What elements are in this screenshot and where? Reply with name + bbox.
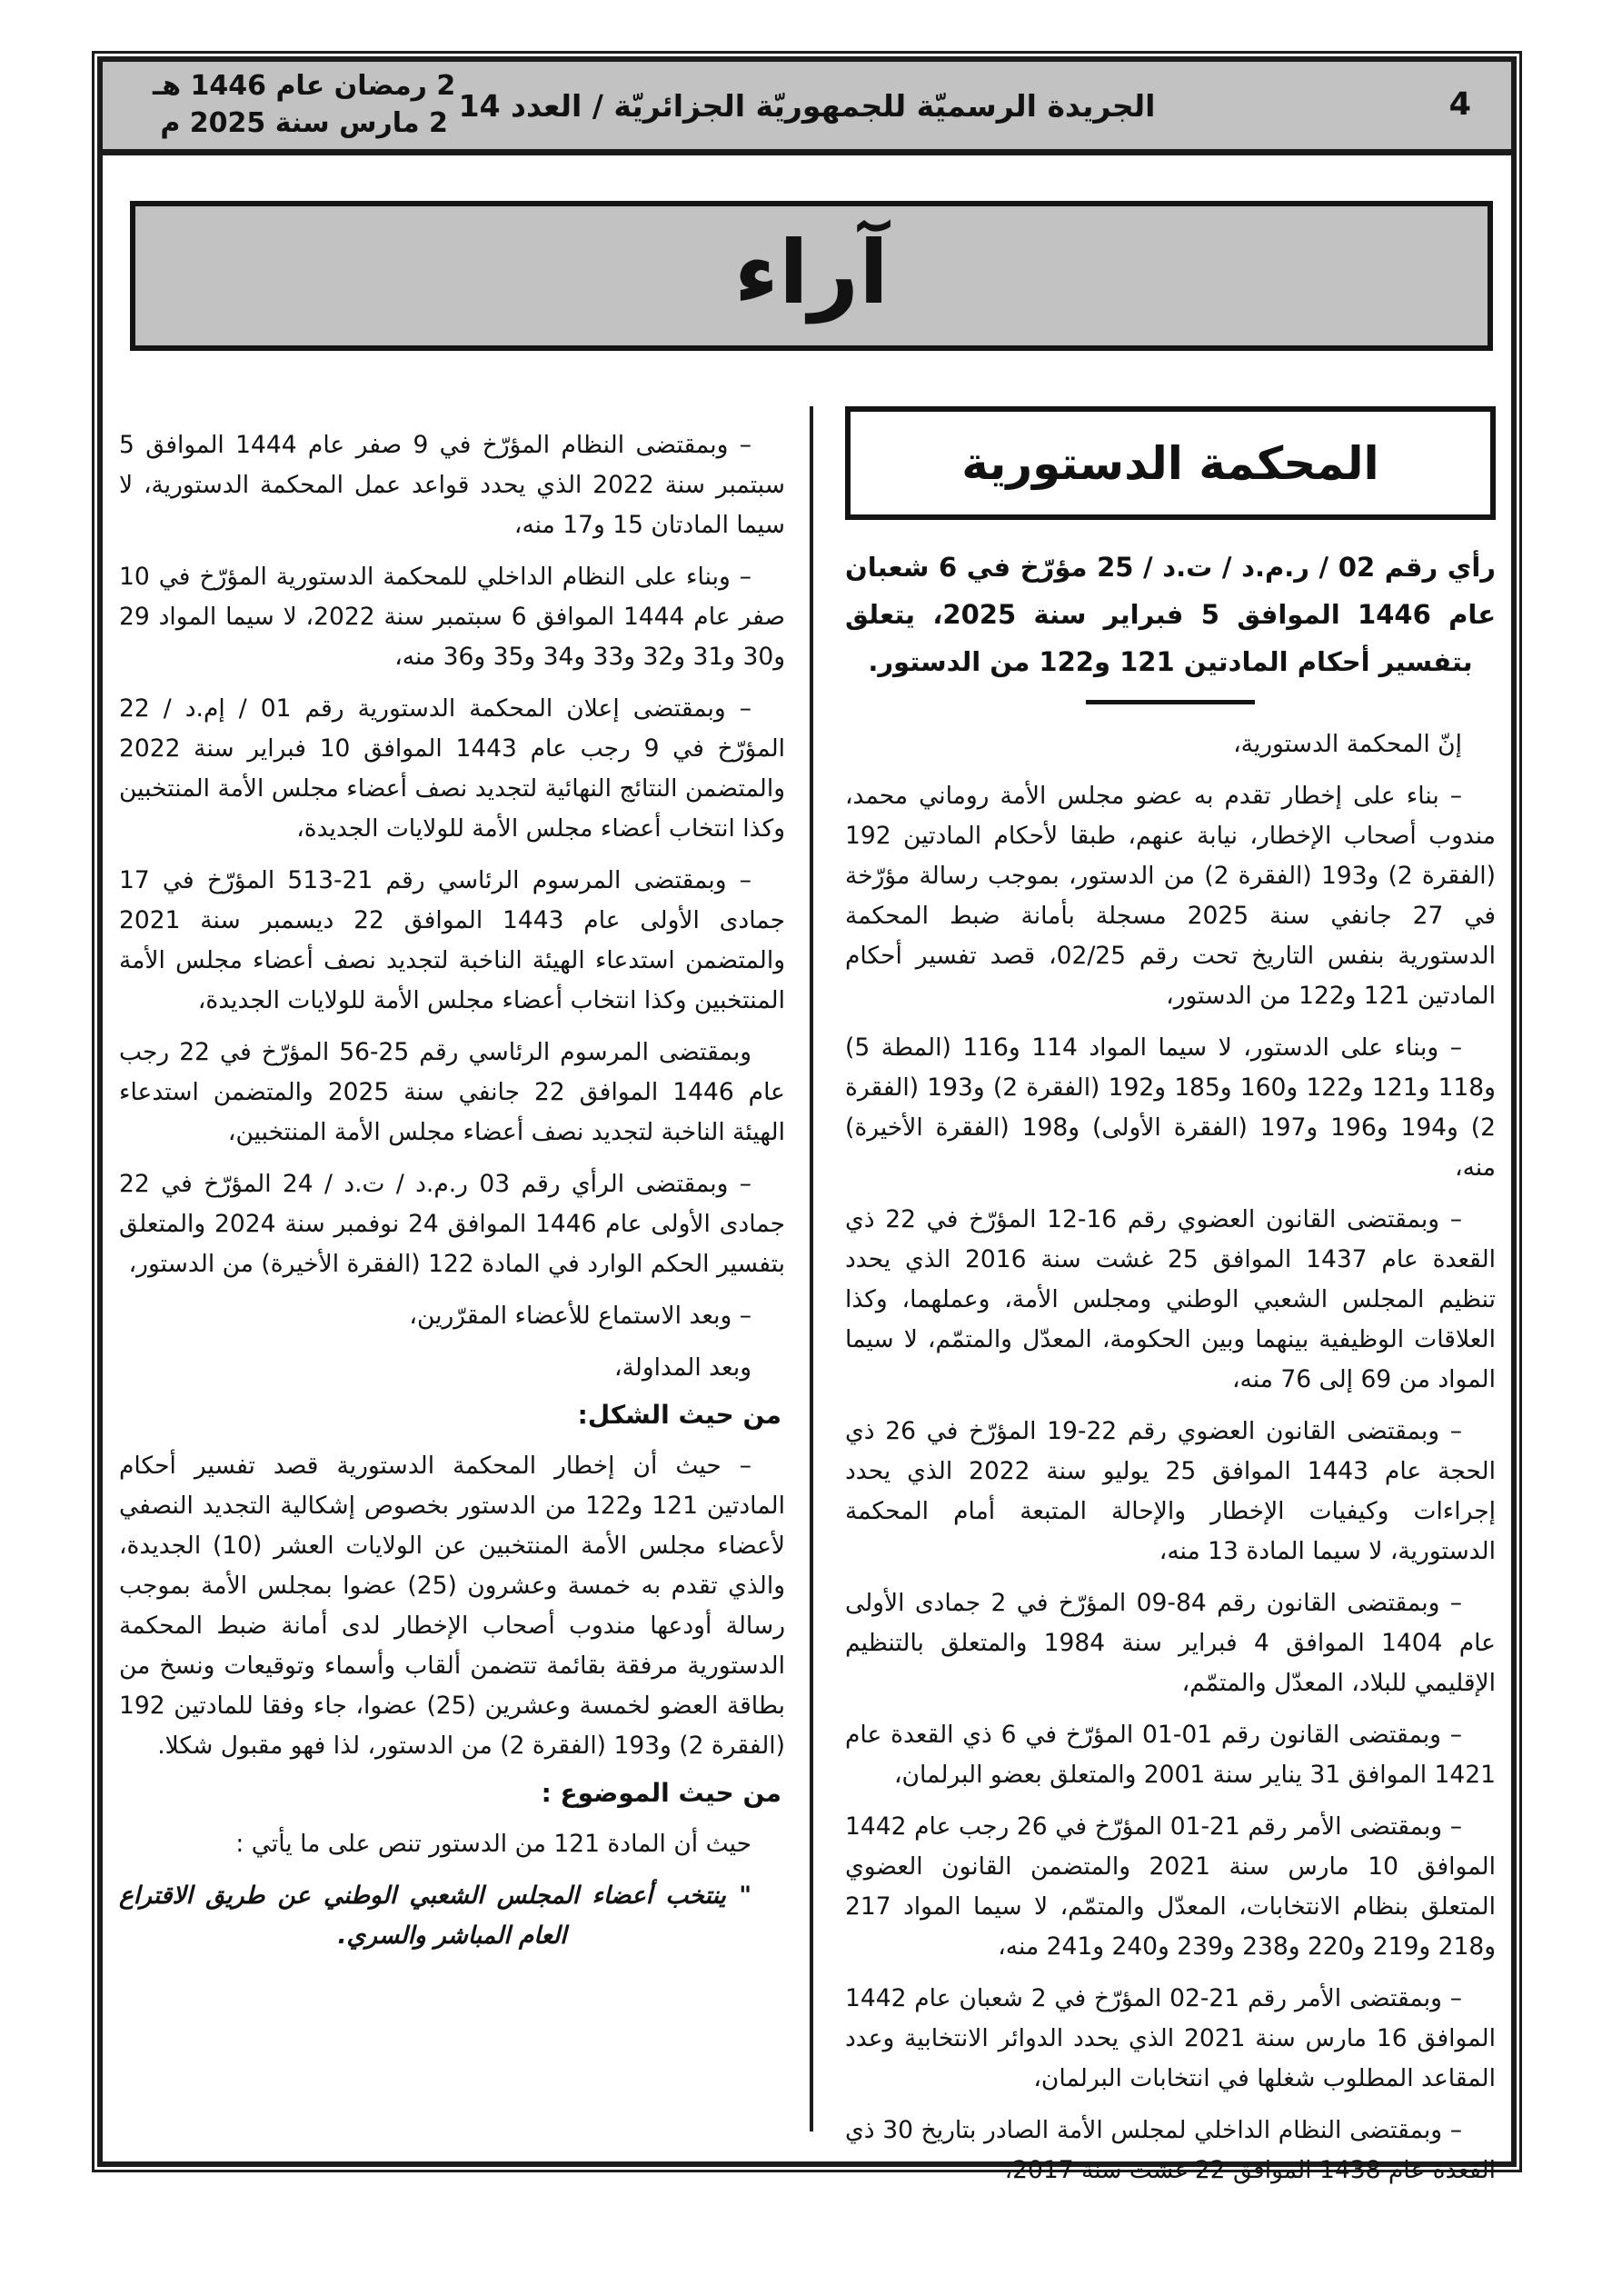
separator-rule (1086, 700, 1255, 704)
legal-paragraph: – وبمقتضى النظام المؤرّخ في 9 صفر عام 1444 الموافق 5 سبتمبر سنة 2022 الذي يحدد قواعد عمل المحكمة الدستورية، لا سيما المادتان 15 و17 منه، (119, 431, 785, 539)
gregorian-date: 2 مارس سنة 2025 م (160, 107, 448, 139)
legal-paragraph: – وبمقتضى الرأي رقم 03 ر.م.د / ت.د / 24 المؤرّخ في 22 جمادى الأولى عام 1446 الموافق 24 نوفمبر سنة 2024 والمتعلق بتفسير الحكم الوارد في المادة 122 (الفقرة الأخيرة) من الدستور، (119, 1170, 785, 1278)
legal-paragraph: – وبناء على الدستور، لا سيما المواد 114 و116 (المطة 5) و118 و121 و122 و160 و185 و192 (الفقرة 2) و193 (الفقرة 2) و194 و196 و197 (الفقرة الأولى) و198 (الفقرة الأخيرة) منه، (845, 1033, 1496, 1182)
legal-paragraph: – وبمقتضى القانون رقم 01-01 المؤرّخ في 6 ذي القعدة عام 1421 الموافق 31 يناير سنة 2001 والمتعلق بعضو البرلمان، (845, 1721, 1496, 1789)
legal-paragraph: وبعد المداولة، (614, 1353, 751, 1382)
legal-paragraph: – وبمقتضى المرسوم الرئاسي رقم 21-513 المؤرّخ في 17 جمادى الأولى عام 1443 الموافق 22 ديسمبر سنة 2021 والمتضمن استدعاء الهيئة الناخبة لتجديد نصف أعضاء مجلس الأمة المنتخبين وكذا انتخاب أعضاء مجلس الأمة للولايات الجديدة، (119, 866, 785, 1014)
form-paragraph: – حيث أن إخطار المحكمة الدستورية قصد تفسير أحكام المادتين 121 و122 من الدستور بخصوص إشكالية التجديد النصفي لأعضاء مجلس الأمة المنتخبين عن الولايات العشر (10) الجديدة، والذي تقدم به خمسة وعشرون (25) عضوا بمجلس الأمة بموجب رسالة أودعها مندوب أصحاب الإخطار لدى أمانة ضبط المحكمة الدستورية مرفقة بقائمة تتضمن ألقاب وأسماء وتوقيعات ونسخ من بطاقة العضو لخمسة وعشرين (25) عضوا، جاء وفقا للمادتين 192 (الفقرة 2) و193 (الفقرة 2) من الدستور، لذا فهو مقبول شكلا. (119, 1452, 786, 1760)
section-banner-title: آراء (733, 221, 890, 324)
court-title-box (845, 406, 1496, 520)
legal-paragraph: – بناء على إخطار تقدم به عضو مجلس الأمة روماني محمد، مندوب أصحاب الإخطار، نيابة عنهم، طبقا لأحكام المادتين 192 (الفقرة 2) و193 (الفقرة 2) من الدستور، بموجب رسالة مؤرّخة في 27 جانفي سنة 2025 مسجلة بأمانة ضبط المحكمة الدستورية بنفس التاريخ تحت رقم 02/25، قصد تفسير أحكام المادتين 121 و122 من الدستور، (845, 782, 1497, 1010)
header-band (103, 62, 1511, 155)
opinion-heading: رأي رقم 02 / ر.م.د / ت.د / 25 مؤرّخ في 6 شعبان عام 1446 الموافق 5 فبراير سنة 2025، يتعلق بتفسير أحكام المادتين 121 و122 من الدستور. (845, 552, 1497, 677)
legal-paragraph: – وبمقتضى إعلان المحكمة الدستورية رقم 01 / إم.د / 22 المؤرّخ في 9 رجب عام 1443 الموافق 10 فبراير سنة 2022 والمتضمن النتائج النهائية لتجديد نصف أعضاء مجلس الأمة المنتخبين وكذا انتخاب أعضاء مجلس الأمة للولايات الجديدة، (119, 694, 786, 843)
legal-paragraph: – وبناء على النظام الداخلي للمحكمة الدستورية المؤرّخ في 10 صفر عام 1444 الموافق 6 سبتمبر سنة 2022، لا سيما المواد 29 و30 و31 و32 و33 و34 و35 و36 منه، (119, 563, 785, 671)
subject-intro: حيث أن المادة 121 من الدستور تنص على ما يأتي : (235, 1830, 751, 1858)
legal-paragraph: – وبمقتضى الأمر رقم 21-02 المؤرّخ في 2 شعبان عام 1442 الموافق 16 مارس سنة 2021 الذي يحدد الدوائر الانتخابية وعدد المقاعد المطلوب شغلها في انتخابات البرلمان، (845, 1984, 1496, 2092)
legal-paragraph: – وبمقتضى القانون رقم 84-09 المؤرّخ في 2 جمادى الأولى عام 1404 الموافق 4 فبراير سنة 1984 والمتعلق بالتنظيم الإقليمي للبلاد، المعدّل والمتمّم، (845, 1589, 1496, 1697)
legal-paragraph: – وبمقتضى الأمر رقم 21-01 المؤرّخ في 26 رجب عام 1442 الموافق 10 مارس سنة 2021 والمتضمن القانون العضوي المتعلق بنظام الانتخابات، المعدّل والمتمّم، لا سيما المواد 217 و218 و219 و220 و238 و239 و240 و241 منه، (845, 1812, 1496, 1961)
journal-title: الجريدة الرسميّة للجمهوريّة الجزائريّة / العدد 14 (458, 88, 1156, 124)
right-column (845, 406, 1496, 2202)
legal-paragraph: – وبمقتضى النظام الداخلي لمجلس الأمة الصادر بتاريخ 30 ذي القعدة عام 1438 الموافق 22 غشت سنة 2017، (845, 2116, 1496, 2184)
subject-heading: من حيث الموضوع : (541, 1778, 781, 1808)
constitution-quote: " ينتخب أعضاء المجلس الشعبي الوطني عن طريق الاقتراع العام المباشر والسري. (119, 1882, 751, 1950)
legal-paragraph: – وبمقتضى القانون العضوي رقم 22-19 المؤرّخ في 26 ذي الحجة عام 1443 الموافق 25 يوليو سنة 2022 الذي يحدد إجراءات وكيفيات الإخطار والإحالة المتبعة أمام المحكمة الدستورية، لا سيما المادة 13 منه، (845, 1417, 1496, 1565)
page-number: 4 (1448, 86, 1471, 123)
opening-line: إنّ المحكمة الدستورية، (1233, 730, 1462, 758)
column-divider (810, 406, 813, 2131)
left-column (119, 425, 785, 1968)
section-banner (130, 201, 1493, 351)
legal-paragraph: – وبمقتضى القانون العضوي رقم 16-12 المؤرّخ في 22 ذي القعدة عام 1437 الموافق 25 غشت سنة 2016 الذي يحدد تنظيم المجلس الشعبي الوطني ومجلس الأمة، وعملهما، وكذا العلاقات الوظيفية بينهما وبين الحكومة، المعدّل والمتمّم، لا سيما المواد من 69 إلى 76 منه، (845, 1205, 1496, 1393)
legal-paragraph: وبمقتضى المرسوم الرئاسي رقم 25-56 المؤرّخ في 22 رجب عام 1446 الموافق 22 جانفي سنة 2025 والمتضمن استدعاء الهيئة الناخبة لتجديد نصف أعضاء مجلس الأمة المنتخبين، (119, 1038, 785, 1146)
legal-paragraph: – وبعد الاستماع للأعضاء المقرّرين، (409, 1302, 751, 1330)
court-title: المحكمة الدستورية (961, 436, 1379, 490)
form-heading: من حيث الشكل: (577, 1400, 781, 1430)
hijri-date: 2 رمضان عام 1446 هـ (153, 70, 456, 102)
